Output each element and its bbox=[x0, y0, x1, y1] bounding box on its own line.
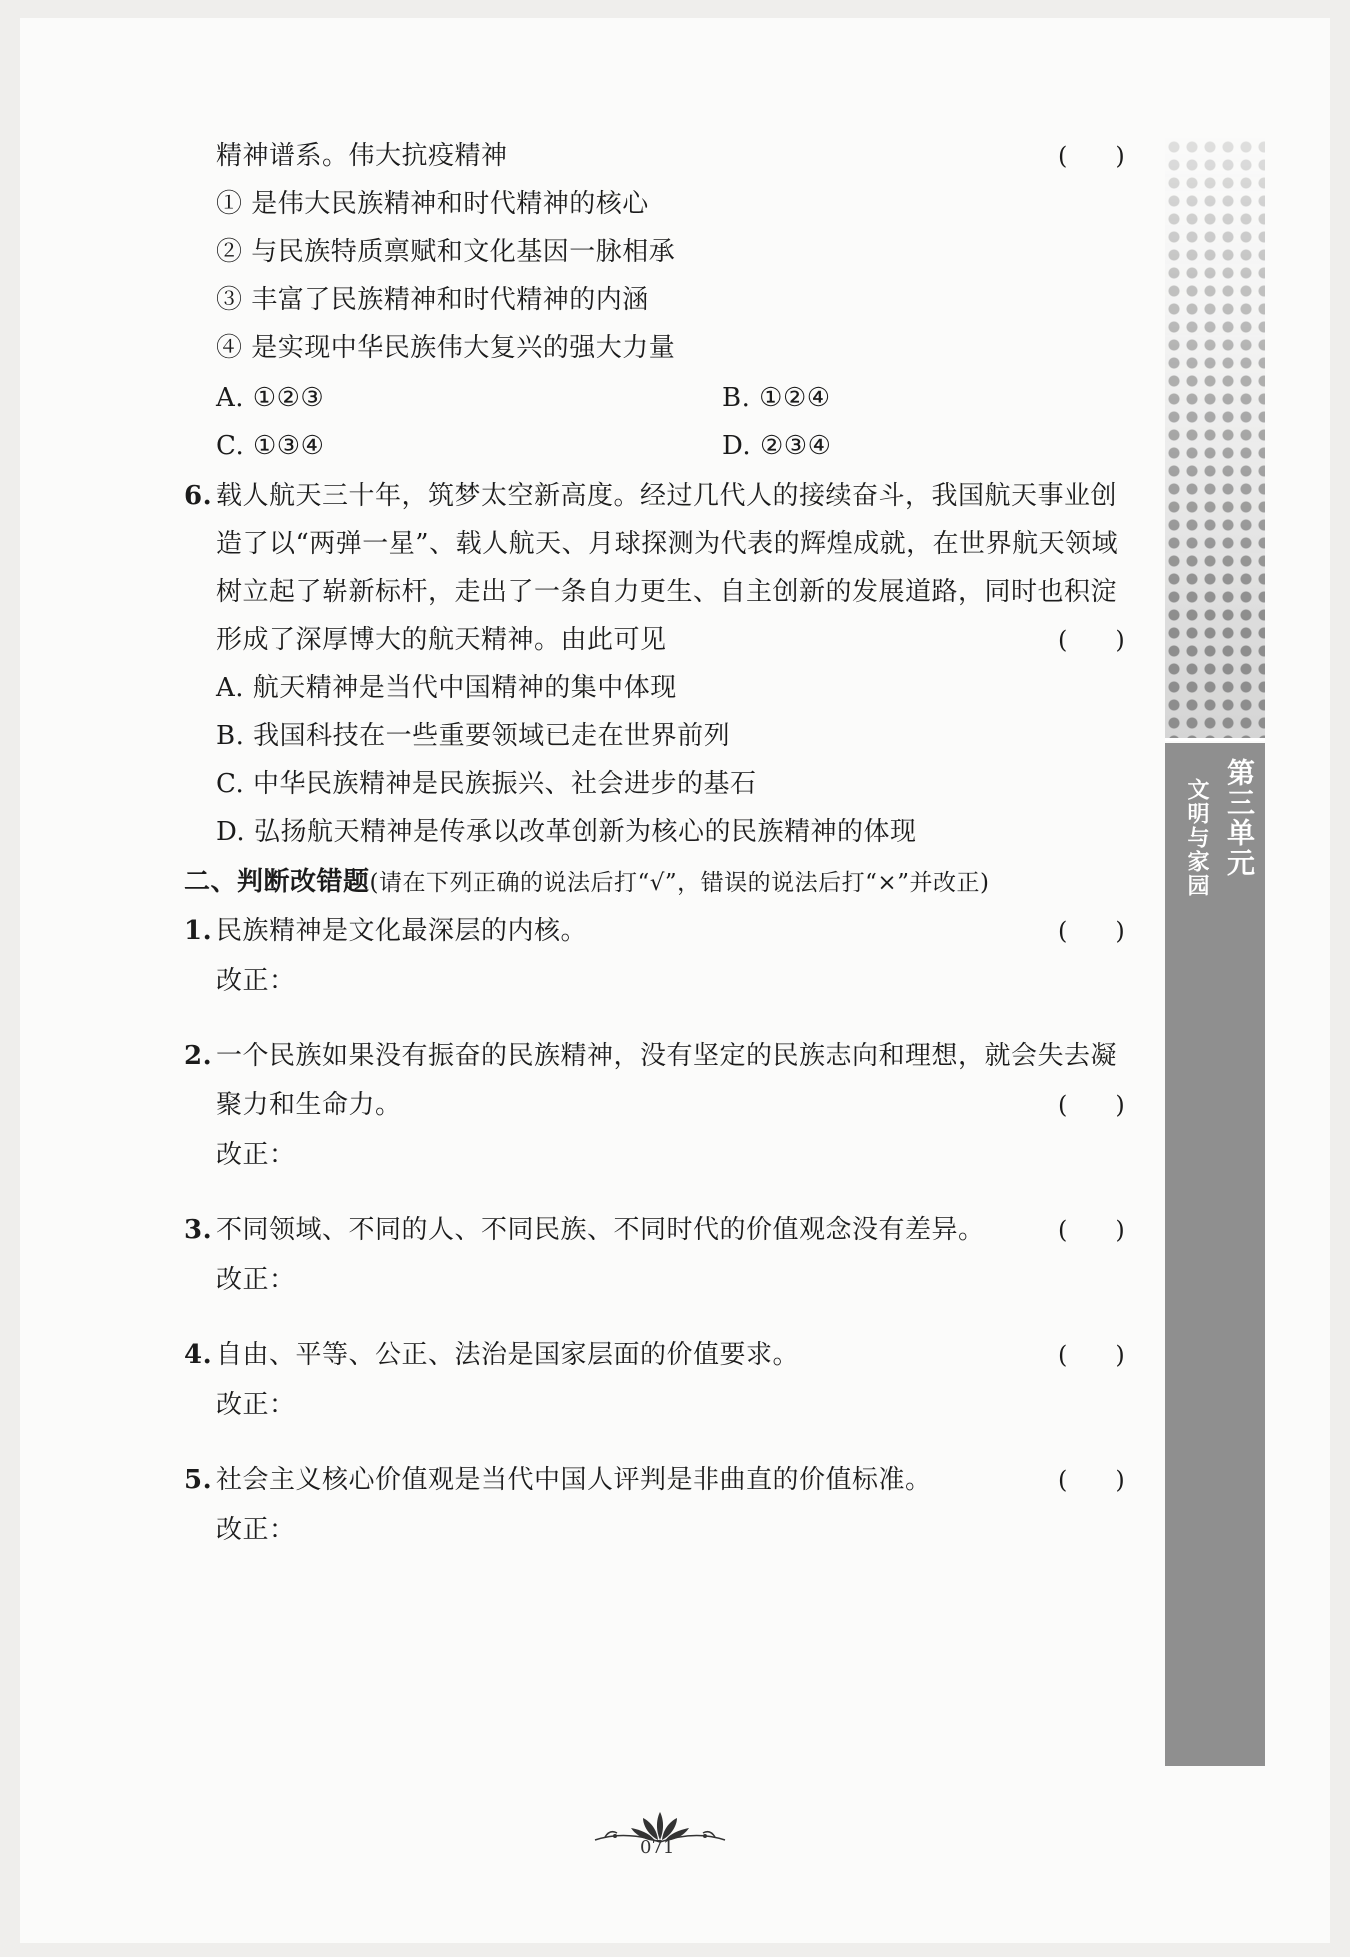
judge-2-text: 一个民族如果没有振奋的民族精神，没有坚定的民族志向和理想，就会失去凝 bbox=[216, 1041, 1118, 1071]
correction-label: 改正： bbox=[216, 1515, 296, 1545]
q6-option-b: B. 我国科技在一些重要领域已走在世界前列 bbox=[216, 721, 731, 751]
q6-option-a: A. 航天精神是当代中国精神的集中体现 bbox=[216, 673, 677, 703]
section-instruction: (请在下列正确的说法后打“√”，错误的说法后打“×”并改正) bbox=[369, 870, 990, 896]
correction-label: 改正： bbox=[216, 1390, 296, 1420]
q5-choice-a: A. ①②③ bbox=[216, 383, 325, 413]
judge-1-number: 1. bbox=[184, 916, 213, 946]
correction-label: 改正： bbox=[216, 966, 296, 996]
q5-option-3: ③ 丰富了民族精神和时代精神的内涵 bbox=[216, 285, 649, 315]
unit-sidebar bbox=[1165, 138, 1265, 1766]
q5-option-1: ① 是伟大民族精神和时代精神的核心 bbox=[216, 189, 649, 219]
correction-label: 改正： bbox=[216, 1265, 296, 1295]
q5-choice-c: C. ①③④ bbox=[216, 431, 325, 461]
halftone-decoration bbox=[1165, 138, 1265, 738]
q6-option-d: D. 弘扬航天精神是传承以改革创新为核心的民族精神的体现 bbox=[216, 817, 917, 847]
correction-label: 改正： bbox=[216, 1140, 296, 1170]
q5-choice-d: D. ②③④ bbox=[722, 431, 832, 461]
page-number: 071 bbox=[640, 1837, 675, 1858]
judge-1-text: 民族精神是文化最深层的内核。 bbox=[216, 916, 588, 946]
answer-paren: ( ) bbox=[1058, 142, 1125, 170]
q6-line-3: 树立起了崭新标杆，走出了一条自力更生、自主创新的发展道路，同时也积淀 bbox=[216, 577, 1118, 607]
q5-option-4: ④ 是实现中华民族伟大复兴的强大力量 bbox=[216, 333, 676, 363]
judge-5-text: 社会主义核心价值观是当代中国人评判是非曲直的价值标准。 bbox=[216, 1465, 932, 1495]
judge-4-text: 自由、平等、公正、法治是国家层面的价值要求。 bbox=[216, 1340, 800, 1370]
answer-paren: ( ) bbox=[1058, 917, 1125, 945]
q6-line-2: 造了以“两弹一星”、载人航天、月球探测为代表的辉煌成就，在世界航天领域 bbox=[216, 529, 1119, 559]
q6-line-4: 形成了深厚博大的航天精神。由此可见 bbox=[216, 625, 667, 655]
judge-3-number: 3. bbox=[184, 1215, 213, 1245]
judge-4-number: 4. bbox=[184, 1340, 213, 1370]
q5-choice-b: B. ①②④ bbox=[722, 383, 831, 413]
unit-title: 第三单元 bbox=[1223, 758, 1256, 878]
answer-paren: ( ) bbox=[1058, 626, 1125, 654]
judge-2-number: 2. bbox=[184, 1041, 213, 1071]
q5-stem-end: 精神谱系。伟大抗疫精神 bbox=[216, 141, 508, 171]
judge-2-text-cont: 聚力和生命力。 bbox=[216, 1090, 402, 1120]
sidebar-tab bbox=[1165, 743, 1265, 1766]
answer-paren: ( ) bbox=[1058, 1466, 1125, 1494]
judge-3-text: 不同领域、不同的人、不同民族、不同时代的价值观念没有差异。 bbox=[216, 1215, 985, 1245]
section-title bbox=[184, 864, 989, 901]
q6-option-c: C. 中华民族精神是民族振兴、社会进步的基石 bbox=[216, 769, 757, 799]
q5-option-2: ② 与民族特质禀赋和文化基因一脉相承 bbox=[216, 237, 676, 267]
q6-line-1: 载人航天三十年，筑梦太空新高度。经过几代人的接续奋斗，我国航天事业创 bbox=[216, 481, 1118, 511]
answer-paren: ( ) bbox=[1058, 1341, 1125, 1369]
answer-paren: ( ) bbox=[1058, 1216, 1125, 1244]
answer-paren: ( ) bbox=[1058, 1091, 1125, 1119]
q6-number: 6. bbox=[184, 481, 213, 511]
judge-5-number: 5. bbox=[184, 1465, 213, 1495]
unit-subtitle: 文明与家园 bbox=[1184, 778, 1209, 898]
sidebar-divider bbox=[1165, 738, 1265, 741]
section-title-text: 二、判断改错题 bbox=[184, 867, 370, 897]
